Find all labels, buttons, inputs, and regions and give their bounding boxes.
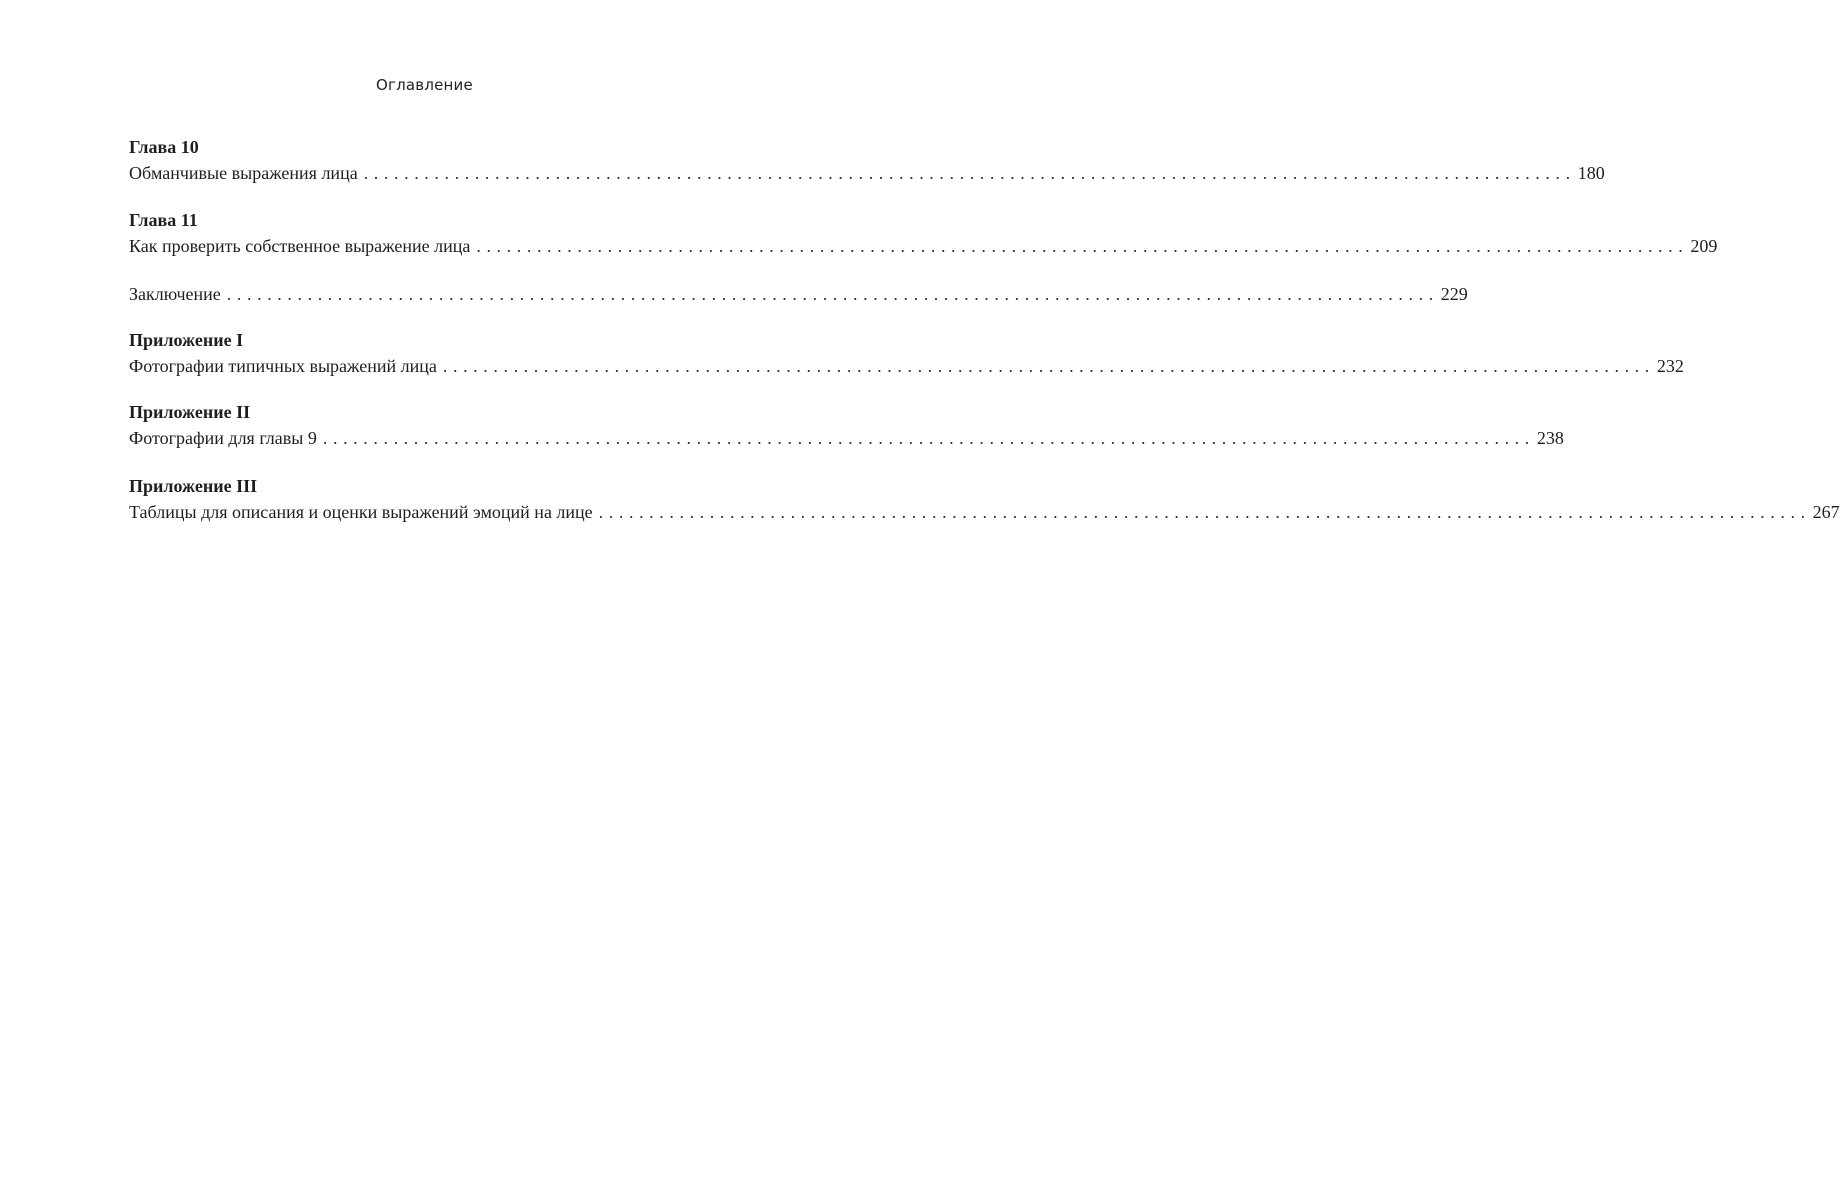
toc-entry[interactable] [129, 281, 1468, 307]
toc-section-heading: Глава 10 [129, 137, 199, 157]
toc-entry-page: 267 [1812, 502, 1840, 522]
toc-entry-title: Как проверить собственное выражение лица [129, 236, 471, 256]
page-title: Оглавление [376, 76, 473, 94]
toc-section-chapter-11 [129, 207, 1718, 259]
toc-entry-page: 232 [1656, 356, 1684, 376]
dot-leader: ........................................................................................................................ [363, 163, 1576, 183]
toc-section-heading: Приложение III [129, 476, 258, 496]
toc-entry[interactable] [129, 353, 1684, 379]
toc-section-heading: Приложение I [129, 330, 244, 350]
toc-entry[interactable] [129, 233, 1718, 259]
dot-leader: ........................................................................................................................ [476, 236, 1689, 256]
toc-section-appendix-1 [129, 327, 1684, 379]
toc-section-appendix-3 [129, 473, 1840, 525]
dot-leader: ........................................................................................................................ [598, 502, 1811, 522]
toc-entry-page: 238 [1536, 428, 1564, 448]
toc-section-appendix-2 [129, 399, 1564, 451]
toc-entry-title: Заключение [129, 284, 221, 304]
toc-section-heading: Глава 11 [129, 210, 198, 230]
toc-entry-page: 229 [1440, 284, 1468, 304]
toc-entry-title: Фотографии типичных выражений лица [129, 356, 437, 376]
toc-section-heading: Приложение II [129, 402, 251, 422]
toc-section-chapter-10 [129, 134, 1605, 186]
toc-entry[interactable] [129, 499, 1840, 525]
toc-entry-title: Обманчивые выражения лица [129, 163, 358, 183]
dot-leader: ........................................................................................................................ [322, 428, 1535, 448]
toc-section-conclusion [129, 281, 1468, 307]
toc-entry[interactable] [129, 160, 1605, 186]
toc-entry-page: 180 [1577, 163, 1605, 183]
dot-leader: ........................................................................................................................ [442, 356, 1655, 376]
toc-entry[interactable] [129, 425, 1564, 451]
toc-entry-title: Фотографии для главы 9 [129, 428, 317, 448]
toc-entry-title: Таблицы для описания и оценки выражений эмоций на лице [129, 502, 593, 522]
dot-leader: ........................................................................................................................ [226, 284, 1439, 304]
toc-entry-page: 209 [1690, 236, 1718, 256]
